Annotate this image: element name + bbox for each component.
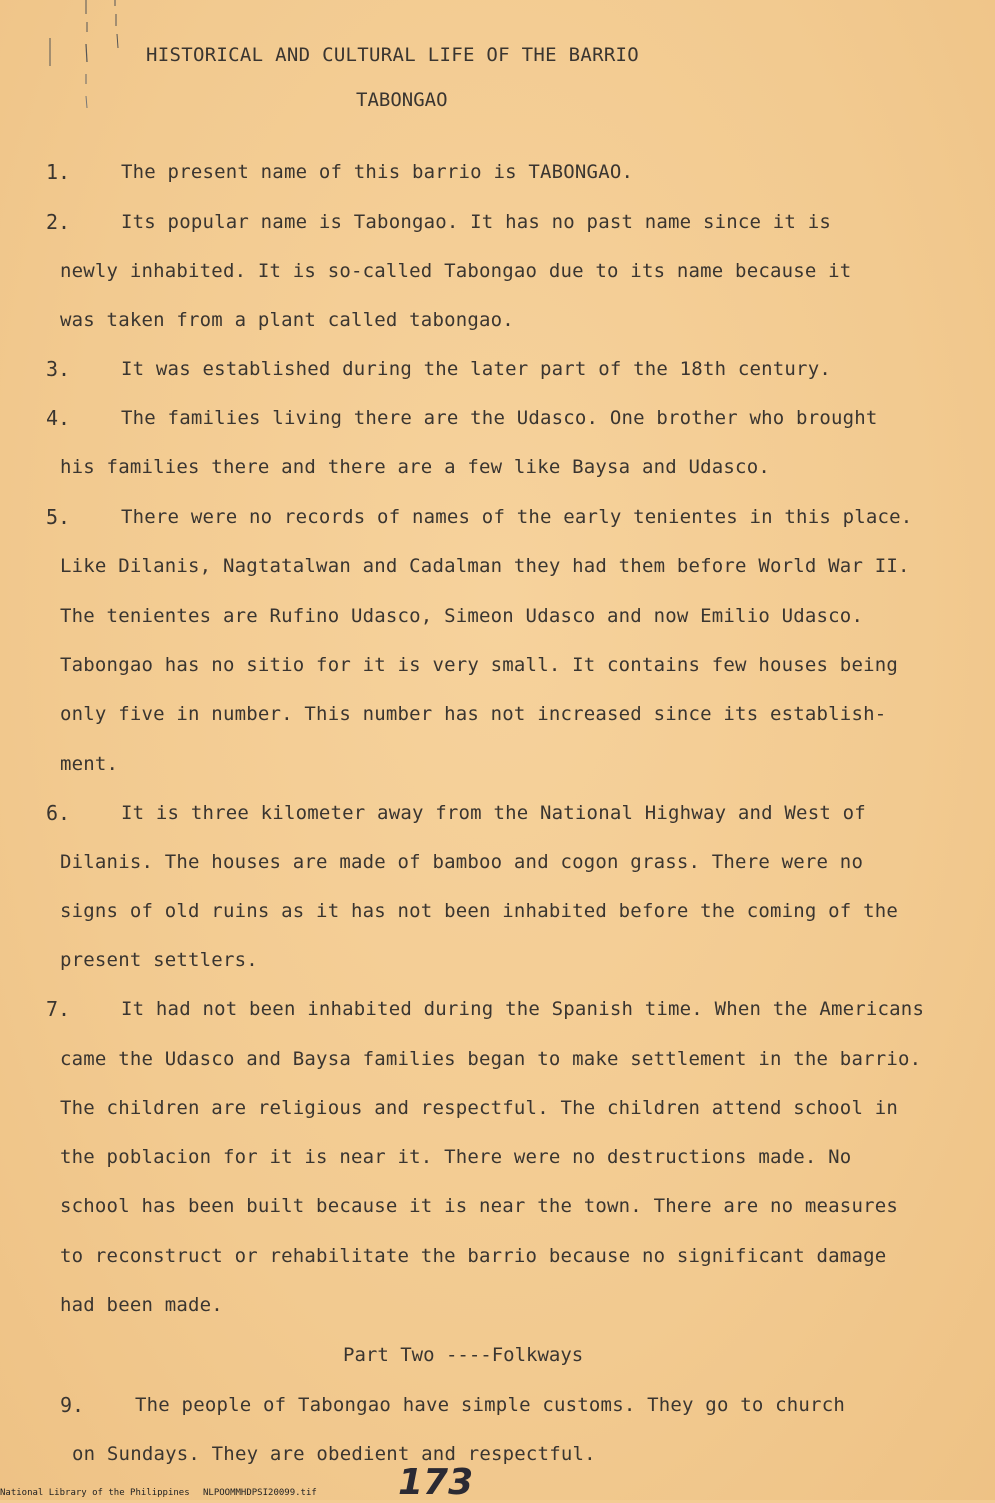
item-line: signs of old ruins as it has not been inhabited before the coming of the <box>60 900 899 922</box>
document-title: HISTORICAL AND CULTURAL LIFE OF THE BARRIO <box>146 44 640 66</box>
item-line: ment. <box>60 753 119 775</box>
item-line: present settlers. <box>60 949 258 971</box>
item-number: 5. <box>46 505 71 529</box>
document-subtitle: TABONGAO <box>356 89 448 111</box>
item-line: The present name of this barrio is TABONGAO. <box>121 161 634 183</box>
item-line: It is three kilometer away from the National Highway and West of <box>121 802 866 824</box>
footer-library: National Library of the Philippines <box>0 1488 190 1498</box>
item-line: Dilanis. The houses are made of bamboo and cogon grass. There were no <box>60 851 864 873</box>
item-number: 7. <box>46 997 71 1021</box>
item-line: was taken from a plant called tabongao. <box>60 309 514 331</box>
item-line: the poblacion for it is near it. There were no destructions made. No <box>60 1146 852 1168</box>
item-line: newly inhabited. It is so-called Tabongao due to its name because it <box>60 260 852 282</box>
item-line: came the Udasco and Baysa families began to make settlement in the barrio. <box>60 1048 922 1070</box>
item-line: It had not been inhabited during the Spanish time. When the Americans <box>121 998 925 1020</box>
item-line: his families there and there are a few like Baysa and Udasco. <box>60 456 770 478</box>
item-number: 9. <box>60 1393 85 1417</box>
item-line: Like Dilanis, Nagtatalwan and Cadalman they had them before World War II. <box>60 555 910 577</box>
item-line: school has been built because it is near the town. There are no measures <box>60 1195 899 1217</box>
item-line: had been made. <box>60 1294 223 1316</box>
item-line: Its popular name is Tabongao. It has no past name since it is <box>121 211 831 233</box>
footer-file-code: NLPOOMMHDPSI20099.tif <box>203 1488 317 1498</box>
item-line: only five in number. This number has not increased since its establish- <box>60 703 887 725</box>
item-line: It was established during the later part of the 18th century. <box>121 358 831 380</box>
margin-marks <box>40 0 130 130</box>
item-line: The people of Tabongao have simple customs. They go to church <box>135 1394 845 1416</box>
item-line: Tabongao has no sitio for it is very small. It contains few houses being <box>60 654 899 676</box>
item-number: 6. <box>46 801 71 825</box>
item-line: The tenientes are Rufino Udasco, Simeon Udasco and now Emilio Udasco. <box>60 605 864 627</box>
item-number: 2. <box>46 210 71 234</box>
item-line: to reconstruct or rehabilitate the barrio because no significant damage <box>60 1245 887 1267</box>
part-two-heading: Part Two ----Folkways <box>343 1344 584 1366</box>
item-number: 4. <box>46 406 71 430</box>
item-line: There were no records of names of the early tenientes in this place. <box>121 506 913 528</box>
handwritten-page-number: 173 <box>398 1462 474 1503</box>
item-line: The families living there are the Udasco. One brother who brought <box>121 407 878 429</box>
item-number: 3. <box>46 357 71 381</box>
item-line: on Sundays. They are obedient and respectful. <box>72 1443 596 1465</box>
item-line: The children are religious and respectful. The children attend school in <box>60 1097 899 1119</box>
item-number: 1. <box>46 160 71 184</box>
